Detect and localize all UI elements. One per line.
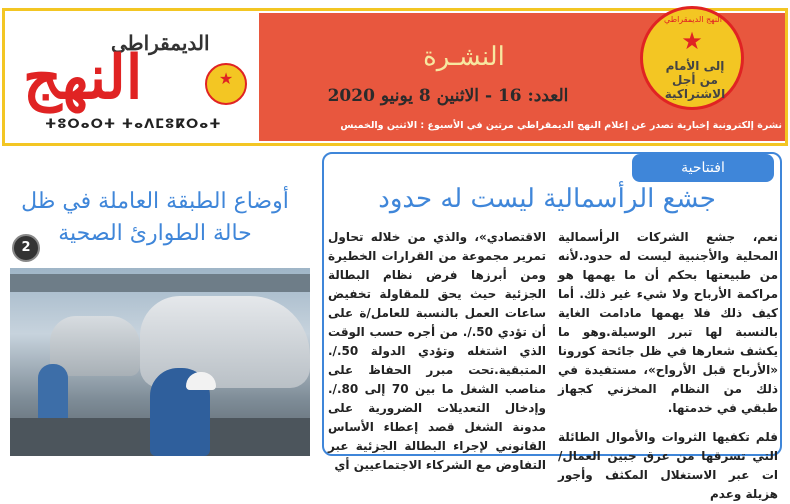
logo-title: النهج xyxy=(23,43,143,113)
editorial-column-right xyxy=(558,228,778,501)
article-title[interactable]: أوضاع الطبقة العاملة في ظل حالة الطوارئ الصحية xyxy=(21,189,289,246)
seal-text-line1: إلى الأمام xyxy=(665,59,725,73)
editorial-title: جشع الرأسمالية ليست له حدود xyxy=(378,184,716,214)
seal-text xyxy=(649,59,741,101)
editorial-paragraph: الاقتصادي»، والذي من خلاله تحاول تمرير مجموعة من القرارات الخطيرة ومن أبرزها فرض نظام البطالة الجزئية حيث يحق للمقاولة تخفيض ساعات العمل بالنسبة للعامل/ة على أن تؤدي 50./. من أجره حسب الوقت الذي اشتغله وتؤدي الدولة 50./. المتبقية.تحت مبرر الحفاظ على مناصب الشغل ما بين 70 إلى 80./. وإدخال التعديلات الضرورية على مدونة الشغل قصد إعطاء الأساس القانوني لإجراء البطالة الجزئية عبر التفاوض مع الشركاء الاجتماعيين أي xyxy=(328,230,547,472)
star-icon: ★ xyxy=(218,69,234,88)
party-seal-icon xyxy=(640,6,744,110)
logo-subtitle: الديمقراطي xyxy=(111,31,210,55)
newsletter-title: النشـرة xyxy=(423,42,505,72)
issue-info: العدد: 16 - الاثنين 8 يونيو 2020 xyxy=(327,86,569,106)
page-number-badge: 2 xyxy=(12,234,40,262)
editorial-paragraph: فلم تكفيها الثروات والأموال الطائلة التي تسرقها من عرق جبين العمال/ات عبر الاستغلال المكثف وأجور هزيلة وعدم xyxy=(558,430,778,501)
logo-tifinagh: ⵜⵓⵔⴰⵔⵜ ⵜⴰⴷⵎⵓⴽⵔⴰⵜ xyxy=(45,117,222,132)
photo-beam xyxy=(10,274,310,292)
newsletter-description: نشرة إلكترونية إخبارية تصدر عن إعلام النهج الديمقراطي مرتين في الأسبوع : الاثنين والخميس xyxy=(340,120,782,131)
logo xyxy=(9,13,255,141)
seal-ring-text: النهج الديمقراطي xyxy=(664,15,722,24)
editorial-tab: افتتاحية xyxy=(632,154,774,182)
seal-text-line2: من أجل الاشتراكية xyxy=(664,73,726,101)
star-badge-icon xyxy=(205,63,247,105)
editorial-column-middle xyxy=(328,228,547,472)
star-icon: ★ xyxy=(681,27,703,55)
editorial-paragraph: نعم، جشع الشركات الرأسمالية المحلية والأجنبية ليست له حدود.لأنه من طبيعتها بحكم أن ما يهمها هو مراكمة الأرباح ولا شيء غير ذلك. أما كيف ذلك فلا يهمها مادامت الغاية بالنسبة لها تبرر الوسيلة.وهو ما يكشف شعارها في ظل جائحة كورونا «الأرباح قبل الأرواح»، مستفيدة في ذلك من النظام المخزني كجهاز طبقي في خدمتها. xyxy=(558,230,778,415)
factory-photo xyxy=(10,268,310,456)
